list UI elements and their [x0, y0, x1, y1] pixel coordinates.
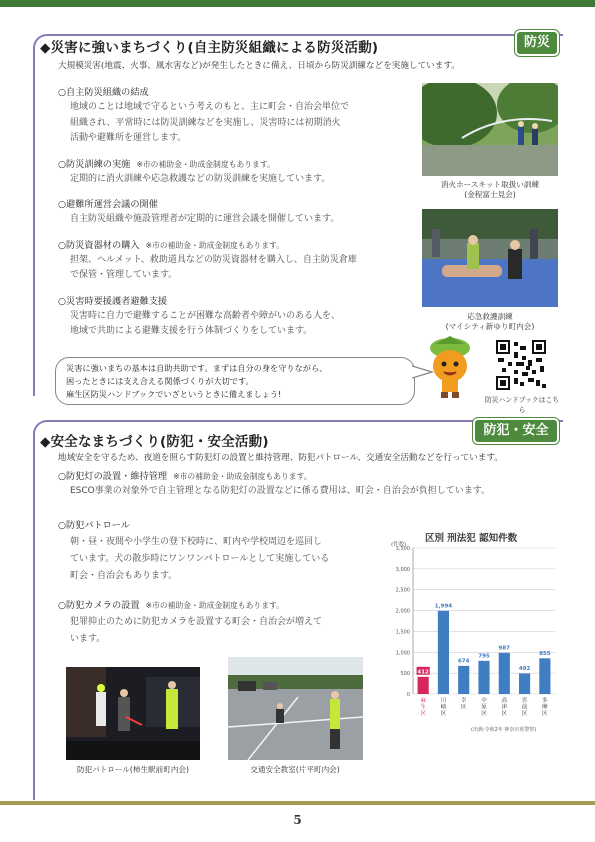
y-tick-label: 3,000 [395, 566, 410, 573]
y-tick-label: 2,500 [395, 587, 410, 594]
y-tick-label: 1,500 [395, 629, 410, 636]
item-heading: ○防犯灯の設置・維持管理 ※市の補助金・助成金制度もあります。 [58, 471, 312, 482]
category-label: 区 [460, 704, 467, 711]
value-label: 855 [539, 650, 551, 657]
item-text: 自主防災組織や施設管理者が定期的に運営会議を開催しています。 [70, 214, 340, 224]
section2-badge: 防犯・安全 [473, 418, 559, 444]
y-tick-label: 2,000 [395, 608, 410, 615]
category-label: 区 [440, 711, 447, 717]
qr-code[interactable] [496, 340, 546, 390]
item-text: 定期的に消火訓練や応急救護などの防災訓練を実施しています。 [70, 173, 331, 184]
crime-chart [383, 526, 563, 736]
item-text: 朝・昼・夜間や小学生の登下校時に、町内や学校周辺を巡回し ています。犬の散歩時にワンワンパトロールとして実施している 町会・自治会もあります。 [70, 537, 330, 581]
value-label: 674 [457, 658, 470, 665]
value-label: 987 [498, 645, 511, 652]
chart-title: 区別 刑法犯 認知件数 [425, 533, 518, 544]
chart-bar [478, 661, 489, 694]
item-text: 災害時に自力で避難することが困難な高齢者や障がいのある人を、 地域で共助による避難支援を行う体制づくりをしています。 [70, 310, 341, 336]
y-tick-label: 1,000 [395, 650, 410, 657]
top-bar [0, 0, 595, 7]
value-label: 1,994 [434, 603, 453, 610]
chart-ylabel: (件数) [391, 542, 407, 548]
item-heading: ○避難所運営会議の開催 [58, 199, 158, 210]
item-text: 地域のことは地域で守るという考えのもと、主に町会・自治会単位で 組織され、平常時には防災訓練などを実施し、災害時には初期消火 活動や避難所を運営します。 [70, 102, 350, 143]
category-label: 中 [481, 698, 487, 704]
chart-bar [499, 653, 510, 694]
category-label: 区 [501, 711, 508, 717]
category-label: 生 [420, 704, 426, 711]
category-label: 幸 [460, 698, 467, 704]
photo-fire-hose-training [422, 83, 558, 176]
y-tick-label: 500 [400, 671, 410, 678]
item-heading: ○防犯カメラの設置 ※市の補助金・助成金制度もあります。 [58, 600, 284, 611]
category-label: 原 [481, 704, 487, 711]
chart-bar [539, 658, 550, 694]
item-heading: ○防犯パトロール [58, 520, 130, 531]
item-heading: ○自主防災組織の結成 [58, 87, 149, 98]
section1-items [58, 84, 418, 340]
y-tick-label: 0 [406, 692, 410, 698]
category-label: 麻 [420, 698, 426, 704]
photo-traffic-safety-class [228, 657, 363, 760]
category-label: 津 [501, 704, 508, 711]
bottom-bar [0, 801, 595, 805]
chart-bar [458, 666, 469, 694]
category-label: 区 [542, 711, 548, 717]
value-label: 412 [417, 669, 429, 676]
value-label: 492 [518, 665, 531, 672]
chart-bar [438, 611, 449, 694]
chart-plot [383, 526, 563, 736]
category-label: 区 [521, 711, 528, 717]
chart-source: (出典:令和2年 神奈川県警察) [471, 727, 537, 733]
item-text: ESCO事業の対象外で自主管理となる防犯灯の設置などに係る費用は、町会・自治会が負担しています。 [70, 486, 491, 496]
category-label: 摩 [542, 704, 548, 711]
section2-intro: 地域安全を守るため、夜道を照らす防犯灯の設置と維持管理、防犯パトロール、交通安全活動などを行っています。 [58, 453, 503, 463]
section2-items [58, 468, 578, 500]
qr-caption: 防災ハンドブックはこちら [484, 396, 560, 414]
category-label: 多 [542, 698, 548, 704]
self-help-callout: 災害に強いまちの基本は自助共助です。まずは自分の身を守りながら、 困ったときには支え合える関係づくりが大切です。 麻生区防災ハンドブックでいざというときに備えましょう! [55, 357, 415, 405]
section1-intro: 大規模災害(地震、火事、風水害など)が発生したときに備え、日頃から防災訓練などを実施しています。 [58, 61, 460, 71]
section2-items-left [58, 517, 403, 648]
y-tick-label: 3,500 [395, 546, 410, 552]
item-text: 担架、ヘルメット、救助道具などの防災資器材を購入し、自主防災倉庫 で保管・管理しています。 [70, 254, 357, 280]
photo3-caption: 防犯パトロール(柿生駅前町内会) [77, 765, 189, 774]
item-text: 犯罪抑止のために防犯カメラを設置する町会・自治会が増えて います。 [70, 617, 323, 644]
page-number: 5 [293, 813, 302, 827]
section1-badge: 防災 [515, 30, 559, 56]
category-label: 川 [440, 698, 447, 704]
item-heading: ○防災訓練の実施 ※市の補助金・助成金制度もあります。 [58, 158, 275, 170]
photo1-caption: 消火ホースキット取扱い訓練 (金程富士見会) [440, 180, 540, 199]
category-label: 宮 [521, 698, 528, 704]
photo4-caption: 交通安全教室(片平町内会) [250, 765, 340, 774]
mascot-character [427, 334, 473, 400]
section2-title: ◆安全なまちづくり(防犯・安全活動) [40, 434, 269, 450]
category-label: 崎 [440, 704, 447, 711]
item-heading: ○災害時要援護者避難支援 [58, 295, 168, 307]
photo2-caption: 応急救護訓練 (マイシティ新ゆり町内会) [445, 312, 535, 331]
category-label: 区 [420, 711, 426, 717]
chart-bar [418, 677, 429, 694]
category-label: 高 [501, 698, 508, 704]
chart-bar [519, 673, 530, 694]
category-label: 前 [521, 704, 528, 711]
category-label: 区 [481, 711, 487, 717]
value-label: 795 [478, 653, 490, 660]
section1-title: ◆災害に強いまちづくり(自主防災組織による防災活動) [40, 40, 379, 56]
item-heading: ○防災資器材の購入 ※市の補助金・助成金制度もあります。 [58, 239, 284, 251]
photo-first-aid-training [422, 209, 558, 307]
photo-night-patrol [66, 667, 200, 760]
